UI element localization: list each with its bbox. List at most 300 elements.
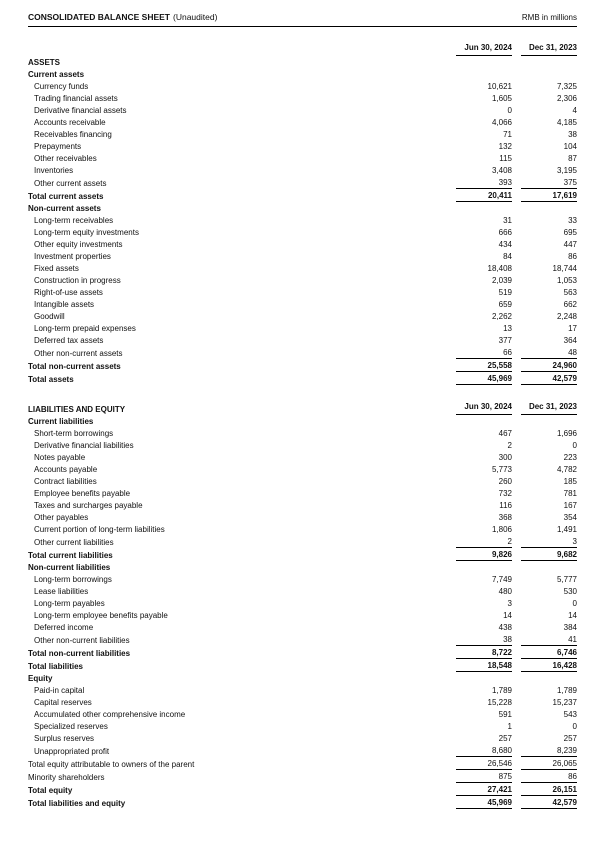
column-gap bbox=[512, 439, 521, 451]
line-item-row bbox=[28, 535, 577, 548]
value-dec-2023: 4,185 bbox=[556, 118, 577, 127]
column-header-row bbox=[28, 38, 577, 56]
column-gap bbox=[512, 68, 521, 80]
total-row bbox=[28, 646, 577, 659]
line-item-row bbox=[28, 499, 577, 511]
value-dec-2023: 38 bbox=[568, 130, 577, 139]
value-dec-2023: 3 bbox=[572, 537, 577, 546]
row-label: Other payables bbox=[34, 513, 89, 522]
column-gap bbox=[512, 573, 521, 585]
value-jun-2024 bbox=[456, 561, 512, 574]
column-gap bbox=[512, 783, 521, 796]
value-jun-2024: 132 bbox=[498, 142, 512, 151]
value-jun-2024: 438 bbox=[498, 623, 512, 632]
row-label: Other equity investments bbox=[34, 240, 123, 249]
value-jun-2024: 1 bbox=[507, 722, 512, 731]
column-gap bbox=[512, 796, 521, 809]
value-jun-2024: 18,408 bbox=[487, 264, 512, 273]
section-row bbox=[28, 56, 577, 69]
row-label: Accounts payable bbox=[34, 465, 98, 474]
document-title bbox=[28, 13, 217, 22]
value-jun-2024: 875 bbox=[456, 770, 512, 783]
value-jun-2024: 84 bbox=[503, 252, 512, 261]
value-dec-2023: 0 bbox=[572, 599, 577, 608]
value-jun-2024: 1,806 bbox=[491, 525, 512, 534]
line-item-row bbox=[28, 250, 577, 262]
line-item-row bbox=[28, 475, 577, 487]
value-dec-2023: 354 bbox=[563, 513, 577, 522]
column-gap bbox=[512, 487, 521, 499]
row-label: Long-term prepaid expenses bbox=[34, 324, 136, 333]
line-item-row bbox=[28, 744, 577, 757]
row-label bbox=[28, 38, 456, 56]
value-jun-2024: 14 bbox=[503, 611, 512, 620]
row-label: Total liabilities and equity bbox=[28, 798, 126, 808]
value-jun-2024: 27,421 bbox=[456, 783, 512, 796]
column-gap bbox=[512, 286, 521, 298]
line-item-row bbox=[28, 226, 577, 238]
column-gap bbox=[512, 561, 521, 574]
value-jun-2024: 2,262 bbox=[491, 312, 512, 321]
column-gap bbox=[512, 646, 521, 659]
column-gap bbox=[512, 696, 521, 708]
value-dec-2023: 48 bbox=[568, 348, 577, 357]
row-label: Inventories bbox=[34, 166, 74, 175]
value-dec-2023: 26,065 bbox=[521, 757, 577, 770]
value-dec-2023: 86 bbox=[521, 770, 577, 783]
value-dec-2023: 1,789 bbox=[556, 686, 577, 695]
line-item-row bbox=[28, 152, 577, 164]
value-dec-2023: 781 bbox=[563, 489, 577, 498]
column-gap bbox=[512, 262, 521, 274]
value-jun-2024: 25,558 bbox=[456, 359, 512, 372]
value-dec-2023 bbox=[521, 202, 577, 215]
row-label: Unappropriated profit bbox=[34, 746, 110, 756]
column-gap bbox=[512, 397, 521, 415]
value-dec-2023 bbox=[521, 561, 577, 574]
column-header-dec-2023: Dec 31, 2023 bbox=[521, 38, 577, 56]
value-jun-2024: 31 bbox=[503, 216, 512, 225]
total-row bbox=[28, 189, 577, 202]
value-dec-2023: 8,239 bbox=[556, 746, 577, 755]
line-item-row bbox=[28, 427, 577, 439]
column-gap bbox=[512, 684, 521, 696]
total-row bbox=[28, 783, 577, 796]
value-dec-2023: 1,491 bbox=[556, 525, 577, 534]
line-item-row bbox=[28, 322, 577, 334]
column-gap bbox=[512, 720, 521, 732]
value-jun-2024: 10,621 bbox=[487, 82, 512, 91]
row-label: Total non-current assets bbox=[28, 361, 121, 371]
column-gap bbox=[512, 744, 521, 757]
value-jun-2024: 20,411 bbox=[456, 189, 512, 202]
row-label: Non-current assets bbox=[28, 204, 101, 213]
line-item-row bbox=[28, 684, 577, 696]
value-dec-2023: 26,151 bbox=[521, 783, 577, 796]
row-label: Total assets bbox=[28, 374, 74, 384]
value-jun-2024: 4,066 bbox=[491, 118, 512, 127]
value-jun-2024: 467 bbox=[498, 429, 512, 438]
line-item-row bbox=[28, 609, 577, 621]
total-row bbox=[28, 659, 577, 672]
value-jun-2024: 591 bbox=[498, 710, 512, 719]
line-item-row bbox=[28, 334, 577, 346]
row-label: Total current assets bbox=[28, 191, 104, 201]
value-jun-2024: 3,408 bbox=[491, 166, 512, 175]
row-label: Current assets bbox=[28, 70, 85, 79]
line-item-row bbox=[28, 732, 577, 744]
value-dec-2023: 695 bbox=[563, 228, 577, 237]
column-header-dec-2023: Dec 31, 2023 bbox=[521, 397, 577, 415]
line-item-row bbox=[28, 274, 577, 286]
column-gap bbox=[512, 415, 521, 428]
line-item-row bbox=[28, 487, 577, 499]
value-jun-2024: 1,789 bbox=[491, 686, 512, 695]
row-label: Goodwill bbox=[34, 312, 65, 321]
row-label: Current portion of long-term liabilities bbox=[34, 525, 165, 534]
value-dec-2023: 17 bbox=[568, 324, 577, 333]
row-label: Long-term employee benefits payable bbox=[34, 611, 168, 620]
spacer-cell bbox=[28, 385, 577, 398]
column-gap bbox=[512, 535, 521, 548]
line-item-row bbox=[28, 346, 577, 359]
row-label: Total current liabilities bbox=[28, 550, 113, 560]
row-label: Specialized reserves bbox=[34, 722, 108, 731]
column-gap bbox=[512, 92, 521, 104]
line-item-row bbox=[28, 720, 577, 732]
section-header-row bbox=[28, 397, 577, 415]
column-gap bbox=[512, 104, 521, 116]
value-dec-2023 bbox=[521, 56, 577, 69]
value-dec-2023: 5,777 bbox=[556, 575, 577, 584]
row-label: Short-term borrowings bbox=[34, 429, 114, 438]
line-item-row bbox=[28, 176, 577, 189]
column-gap bbox=[512, 372, 521, 385]
value-jun-2024 bbox=[456, 202, 512, 215]
value-jun-2024: 260 bbox=[498, 477, 512, 486]
row-label: Capital reserves bbox=[34, 698, 92, 707]
value-jun-2024: 9,826 bbox=[456, 548, 512, 561]
line-item-row bbox=[28, 621, 577, 633]
line-item-row bbox=[28, 286, 577, 298]
row-label: Long-term equity investments bbox=[34, 228, 139, 237]
value-jun-2024: 66 bbox=[503, 348, 512, 357]
row-label: LIABILITIES AND EQUITY bbox=[28, 404, 126, 414]
row-label: Receivables financing bbox=[34, 130, 112, 139]
spacer-row bbox=[28, 385, 577, 398]
value-dec-2023: 16,428 bbox=[521, 659, 577, 672]
value-jun-2024: 666 bbox=[498, 228, 512, 237]
row-label: ASSETS bbox=[28, 58, 61, 67]
value-jun-2024: 2 bbox=[507, 537, 512, 546]
column-gap bbox=[512, 334, 521, 346]
line-item-row bbox=[28, 573, 577, 585]
column-gap bbox=[512, 427, 521, 439]
row-label: Paid-in capital bbox=[34, 686, 85, 695]
value-jun-2024: 45,969 bbox=[456, 796, 512, 809]
line-item-row bbox=[28, 238, 577, 250]
row-label: Long-term receivables bbox=[34, 216, 114, 225]
document-title-suffix: (Unaudited) bbox=[173, 12, 218, 22]
row-label: Accumulated other comprehensive income bbox=[34, 710, 186, 719]
column-header-jun-2024: Jun 30, 2024 bbox=[456, 38, 512, 56]
value-dec-2023 bbox=[521, 68, 577, 80]
value-jun-2024: 45,969 bbox=[456, 372, 512, 385]
value-dec-2023: 18,744 bbox=[552, 264, 577, 273]
column-gap bbox=[512, 708, 521, 720]
value-dec-2023: 1,696 bbox=[556, 429, 577, 438]
column-gap bbox=[512, 732, 521, 744]
column-gap bbox=[512, 621, 521, 633]
value-jun-2024 bbox=[456, 415, 512, 428]
value-dec-2023: 41 bbox=[568, 635, 577, 644]
column-gap bbox=[512, 548, 521, 561]
column-gap bbox=[512, 310, 521, 322]
row-label: Fixed assets bbox=[34, 264, 79, 273]
line-item-row bbox=[28, 116, 577, 128]
column-gap bbox=[512, 56, 521, 69]
value-dec-2023: 9,682 bbox=[521, 548, 577, 561]
value-dec-2023: 563 bbox=[563, 288, 577, 297]
line-item-row bbox=[28, 214, 577, 226]
summary-row bbox=[28, 770, 577, 783]
value-jun-2024 bbox=[456, 672, 512, 685]
line-item-row bbox=[28, 523, 577, 535]
line-item-row bbox=[28, 463, 577, 475]
line-item-row bbox=[28, 708, 577, 720]
value-jun-2024: 38 bbox=[503, 635, 512, 644]
row-label: Derivative financial liabilities bbox=[34, 441, 134, 450]
row-label: Other receivables bbox=[34, 154, 97, 163]
total-row bbox=[28, 359, 577, 372]
value-jun-2024: 732 bbox=[498, 489, 512, 498]
value-dec-2023: 42,579 bbox=[521, 372, 577, 385]
value-jun-2024: 15,228 bbox=[487, 698, 512, 707]
value-jun-2024: 519 bbox=[498, 288, 512, 297]
value-dec-2023: 7,325 bbox=[556, 82, 577, 91]
line-item-row bbox=[28, 633, 577, 646]
column-gap bbox=[512, 202, 521, 215]
value-dec-2023: 2,248 bbox=[556, 312, 577, 321]
value-jun-2024: 18,548 bbox=[456, 659, 512, 672]
row-label: Surplus reserves bbox=[34, 734, 95, 743]
subsection-row bbox=[28, 68, 577, 80]
row-label: Notes payable bbox=[34, 453, 86, 462]
value-dec-2023 bbox=[521, 672, 577, 685]
column-gap bbox=[512, 633, 521, 646]
subsection-row bbox=[28, 561, 577, 574]
value-dec-2023: 104 bbox=[563, 142, 577, 151]
row-label: Other current liabilities bbox=[34, 537, 114, 547]
row-label: Employee benefits payable bbox=[34, 489, 131, 498]
value-dec-2023: 167 bbox=[563, 501, 577, 510]
line-item-row bbox=[28, 597, 577, 609]
line-item-row bbox=[28, 439, 577, 451]
column-gap bbox=[512, 80, 521, 92]
column-gap bbox=[512, 609, 521, 621]
value-jun-2024: 434 bbox=[498, 240, 512, 249]
line-item-row bbox=[28, 262, 577, 274]
value-jun-2024: 2,039 bbox=[491, 276, 512, 285]
value-dec-2023: 42,579 bbox=[521, 796, 577, 809]
column-gap bbox=[512, 585, 521, 597]
column-gap bbox=[512, 523, 521, 535]
row-label: Current liabilities bbox=[28, 417, 94, 426]
value-dec-2023: 4 bbox=[572, 106, 577, 115]
column-gap bbox=[512, 757, 521, 770]
value-dec-2023: 223 bbox=[563, 453, 577, 462]
row-label: Total non-current liabilities bbox=[28, 648, 131, 658]
row-label: Construction in progress bbox=[34, 276, 121, 285]
column-gap bbox=[512, 597, 521, 609]
value-jun-2024: 1,605 bbox=[491, 94, 512, 103]
value-jun-2024: 116 bbox=[499, 501, 512, 510]
line-item-row bbox=[28, 696, 577, 708]
value-jun-2024 bbox=[456, 68, 512, 80]
column-gap bbox=[512, 499, 521, 511]
value-jun-2024: 26,546 bbox=[456, 757, 512, 770]
row-label: Taxes and surcharges payable bbox=[34, 501, 143, 510]
row-label: Equity bbox=[28, 674, 53, 683]
value-jun-2024: 8,722 bbox=[456, 646, 512, 659]
column-gap bbox=[512, 238, 521, 250]
column-gap bbox=[512, 214, 521, 226]
line-item-row bbox=[28, 451, 577, 463]
value-dec-2023: 543 bbox=[563, 710, 577, 719]
line-item-row bbox=[28, 92, 577, 104]
line-item-row bbox=[28, 511, 577, 523]
value-jun-2024: 377 bbox=[498, 336, 512, 345]
value-dec-2023: 384 bbox=[563, 623, 577, 632]
row-label: Trading financial assets bbox=[34, 94, 118, 103]
value-dec-2023: 185 bbox=[563, 477, 577, 486]
line-item-row bbox=[28, 80, 577, 92]
value-dec-2023: 0 bbox=[572, 441, 577, 450]
value-dec-2023: 0 bbox=[572, 722, 577, 731]
value-jun-2024: 0 bbox=[507, 106, 512, 115]
column-gap bbox=[512, 164, 521, 176]
row-label: Long-term payables bbox=[34, 599, 105, 608]
column-header-jun-2024: Jun 30, 2024 bbox=[456, 397, 512, 415]
value-jun-2024: 300 bbox=[498, 453, 512, 462]
column-gap bbox=[512, 128, 521, 140]
value-dec-2023: 662 bbox=[563, 300, 577, 309]
value-dec-2023: 87 bbox=[568, 154, 577, 163]
column-gap bbox=[512, 672, 521, 685]
column-gap bbox=[512, 770, 521, 783]
row-label: Deferred income bbox=[34, 623, 94, 632]
value-dec-2023: 375 bbox=[563, 178, 577, 187]
value-dec-2023: 17,619 bbox=[521, 189, 577, 202]
row-label: Contract liabilities bbox=[34, 477, 97, 486]
line-item-row bbox=[28, 104, 577, 116]
value-jun-2024: 8,680 bbox=[491, 746, 512, 755]
row-label: Prepayments bbox=[34, 142, 82, 151]
value-dec-2023: 86 bbox=[568, 252, 577, 261]
value-dec-2023: 530 bbox=[563, 587, 577, 596]
value-dec-2023 bbox=[521, 415, 577, 428]
column-gap bbox=[512, 140, 521, 152]
row-label: Total liabilities bbox=[28, 661, 83, 671]
value-jun-2024: 368 bbox=[498, 513, 512, 522]
value-jun-2024: 393 bbox=[498, 178, 512, 187]
value-jun-2024: 7,749 bbox=[491, 575, 512, 584]
column-gap bbox=[512, 298, 521, 310]
row-label: Minority shareholders bbox=[28, 772, 105, 782]
row-label: Long-term borrowings bbox=[34, 575, 112, 584]
column-gap bbox=[512, 475, 521, 487]
balance-sheet-table bbox=[28, 38, 577, 809]
line-item-row bbox=[28, 164, 577, 176]
row-label: Lease liabilities bbox=[34, 587, 89, 596]
value-jun-2024: 3 bbox=[507, 599, 512, 608]
row-label: Non-current liabilities bbox=[28, 563, 111, 572]
value-dec-2023: 3,195 bbox=[556, 166, 577, 175]
document-title-main: CONSOLIDATED BALANCE SHEET bbox=[28, 12, 170, 22]
column-gap bbox=[512, 152, 521, 164]
value-dec-2023: 15,237 bbox=[552, 698, 577, 707]
column-gap bbox=[512, 359, 521, 372]
value-jun-2024: 115 bbox=[499, 154, 512, 163]
value-jun-2024 bbox=[456, 56, 512, 69]
column-gap bbox=[512, 226, 521, 238]
row-label: Other non-current assets bbox=[34, 348, 123, 358]
value-dec-2023: 447 bbox=[563, 240, 577, 249]
column-gap bbox=[512, 38, 521, 56]
row-label: Accounts receivable bbox=[34, 118, 106, 127]
line-item-row bbox=[28, 128, 577, 140]
row-label: Right-of-use assets bbox=[34, 288, 103, 297]
line-item-row bbox=[28, 298, 577, 310]
value-dec-2023: 4,782 bbox=[556, 465, 577, 474]
value-dec-2023: 364 bbox=[563, 336, 577, 345]
subsection-row bbox=[28, 415, 577, 428]
row-label: Deferred tax assets bbox=[34, 336, 104, 345]
row-label: Intangible assets bbox=[34, 300, 95, 309]
line-item-row bbox=[28, 140, 577, 152]
unit-label: RMB in millions bbox=[521, 13, 577, 22]
value-dec-2023: 6,746 bbox=[521, 646, 577, 659]
column-gap bbox=[512, 189, 521, 202]
summary-row bbox=[28, 757, 577, 770]
value-jun-2024: 13 bbox=[503, 324, 512, 333]
line-item-row bbox=[28, 585, 577, 597]
line-item-row bbox=[28, 310, 577, 322]
value-dec-2023: 33 bbox=[568, 216, 577, 225]
column-gap bbox=[512, 346, 521, 359]
subsection-row bbox=[28, 202, 577, 215]
column-gap bbox=[512, 274, 521, 286]
row-label: Other current assets bbox=[34, 178, 107, 188]
value-jun-2024: 257 bbox=[498, 734, 512, 743]
column-gap bbox=[512, 176, 521, 189]
column-gap bbox=[512, 451, 521, 463]
row-label: Other non-current liabilities bbox=[34, 635, 130, 645]
total-row bbox=[28, 372, 577, 385]
column-gap bbox=[512, 116, 521, 128]
column-gap bbox=[512, 322, 521, 334]
table-body bbox=[28, 38, 577, 809]
value-jun-2024: 71 bbox=[503, 130, 512, 139]
value-jun-2024: 2 bbox=[507, 441, 512, 450]
row-label: Derivative financial assets bbox=[34, 106, 127, 115]
total-row bbox=[28, 548, 577, 561]
column-gap bbox=[512, 463, 521, 475]
total-row bbox=[28, 796, 577, 809]
row-label: Currency funds bbox=[34, 82, 89, 91]
value-jun-2024: 659 bbox=[498, 300, 512, 309]
value-jun-2024: 5,773 bbox=[491, 465, 512, 474]
